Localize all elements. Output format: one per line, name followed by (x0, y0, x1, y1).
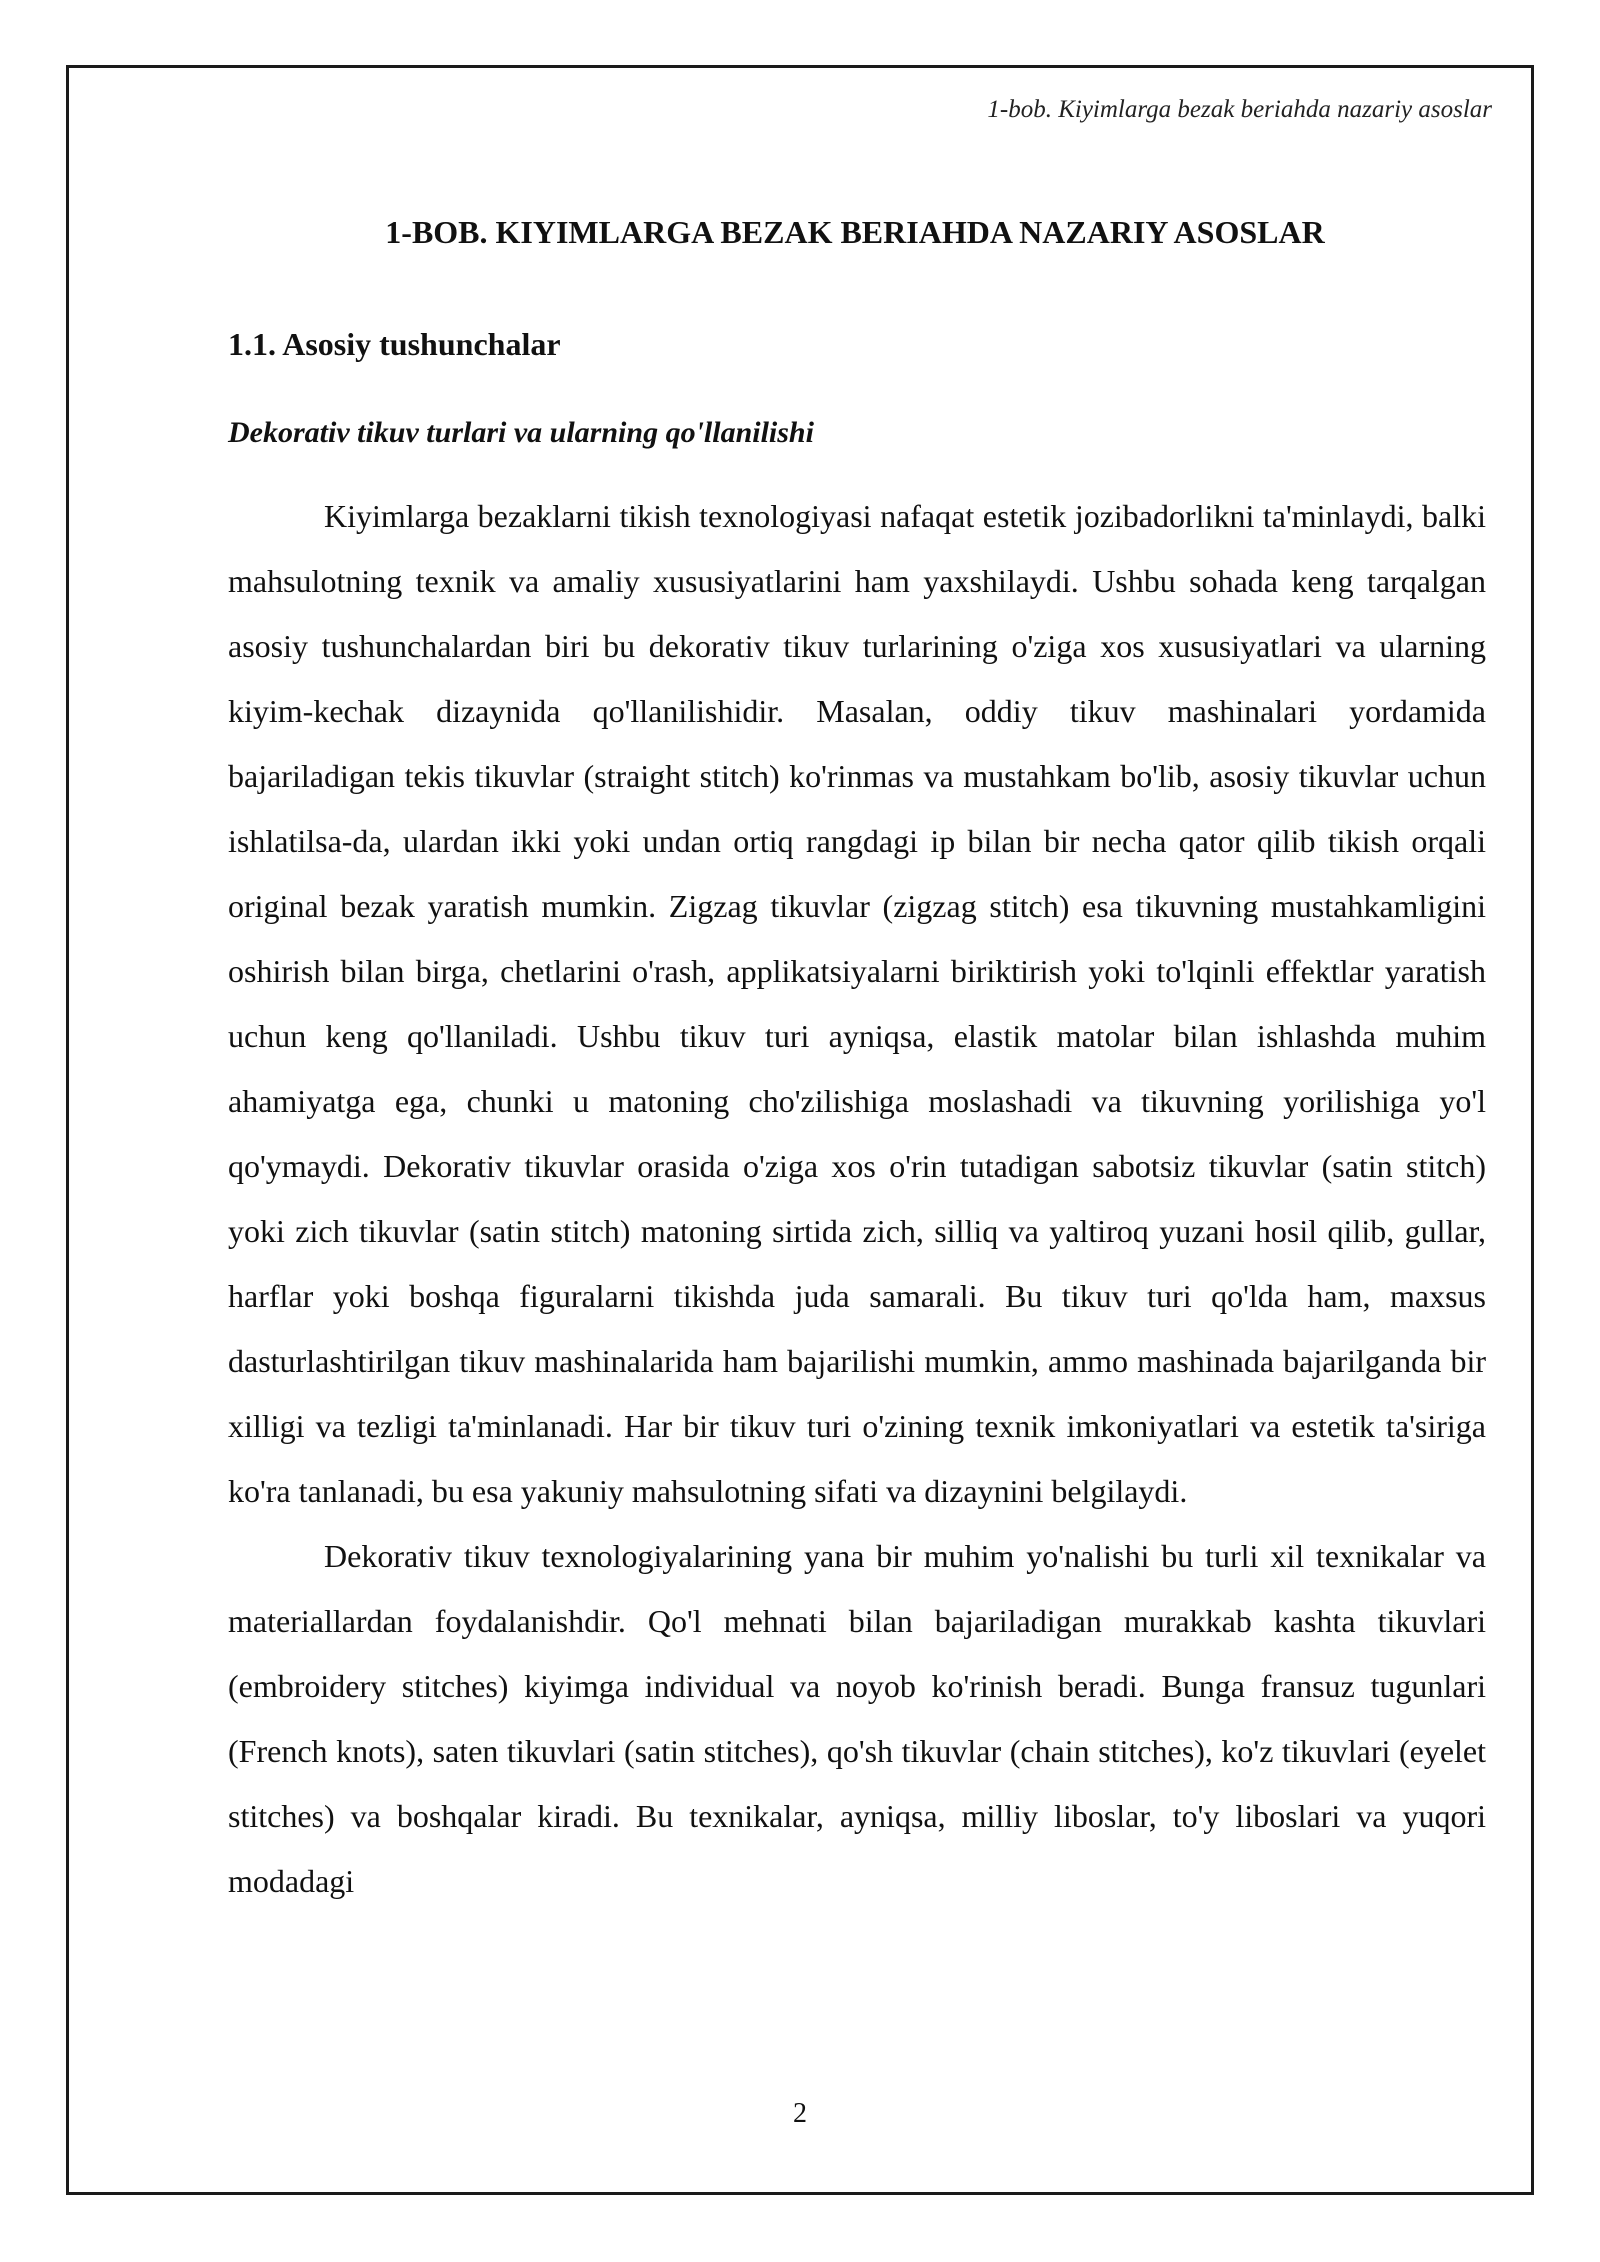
running-header: 1-bob. Kiyimlarga bezak beriahda nazariy asoslar (987, 96, 1492, 123)
section-title: 1.1. Asosiy tushunchalar (228, 326, 561, 362)
page-number: 2 (793, 2098, 807, 2129)
paragraph-2: Dekorativ tikuv texnologiyalarining yana bir muhim yo'nalishi bu turli xil texnikalar va materiallardan foydalanishdir. Qo'l mehnati bilan bajariladigan murakkab kashta tikuvlari (embroidery stitches) kiyimga individual va noyob ko'rinish beradi. Bunga fransuz tugunlari (French knots), saten tikuvlari (satin stitches), qo'sh tikuvlar (chain stitches), ko'z tikuvlari (eyelet stitches) va boshqalar kiradi. Bu texnikalar, ayniqsa, milliy liboslar, to'y liboslari va yuqori modadagi (228, 1538, 1486, 1899)
chapter-title: 1-BOB. KIYIMLARGA BEZAK BERIAHDA NAZARIY ASOSLAR (385, 214, 1325, 250)
paragraph-1: Kiyimlarga bezaklarni tikish texnologiyasi nafaqat estetik jozibadorlikni ta'minlaydi, balki mahsulotning texnik va amaliy xususiyatlarini ham yaxshilaydi. Ushbu sohada keng tarqalgan asosiy tushunchalardan biri bu dekorativ tikuv turlarining o'ziga xos xususiyatlari va ularning kiyim-kechak dizaynida qo'llanilishidir. Masalan, oddiy tikuv mashinalari yordamida bajariladigan tekis tikuvlar (straight stitch) ko'rinmas va mustahkam bo'lib, asosiy tikuvlar uchun ishlatilsa-da, ulardan ikki yoki undan ortiq rangdagi ip bilan bir necha qator qilib tikish orqali original bezak yaratish mumkin. Zigzag tikuvlar (zigzag stitch) esa tikuvning mustahkamligini oshirish bilan birga, chetlarini o'rash, applikatsiyalarni biriktirish yoki to'lqinli effektlar yaratish uchun keng qo'llaniladi. Ushbu tikuv turi ayniqsa, elastik matolar bilan ishlashda muhim ahamiyatga ega, chunki u matoning cho'zilishiga moslashadi va tikuvning yorilishiga yo'l qo'ymaydi. Dekorativ tikuvlar orasida o'ziga xos o'rin tutadigan sabotsiz tikuvlar (satin stitch) yoki zich tikuvlar (satin stitch) matoning sirtida zich, silliq va yaltiroq yuzani hosil qilib, gullar, harflar yoki boshqa figuralarni tikishda juda samarali. Bu tikuv turi qo'lda ham, maxsus dasturlashtirilgan tikuv mashinalarida ham bajarilishi mumkin, ammo mashinada bajarilganda bir xilligi va tezligi ta'minlanadi. Har bir tikuv turi o'zining texnik imkoniyatlari va estetik ta'siriga ko'ra tanlanadi, bu esa yakuniy mahsulotning sifati va dizaynini belgilaydi. (228, 498, 1486, 1509)
subsection-title: Dekorativ tikuv turlari va ularning qo'llanilishi (228, 416, 814, 449)
body-text (228, 484, 1486, 1914)
